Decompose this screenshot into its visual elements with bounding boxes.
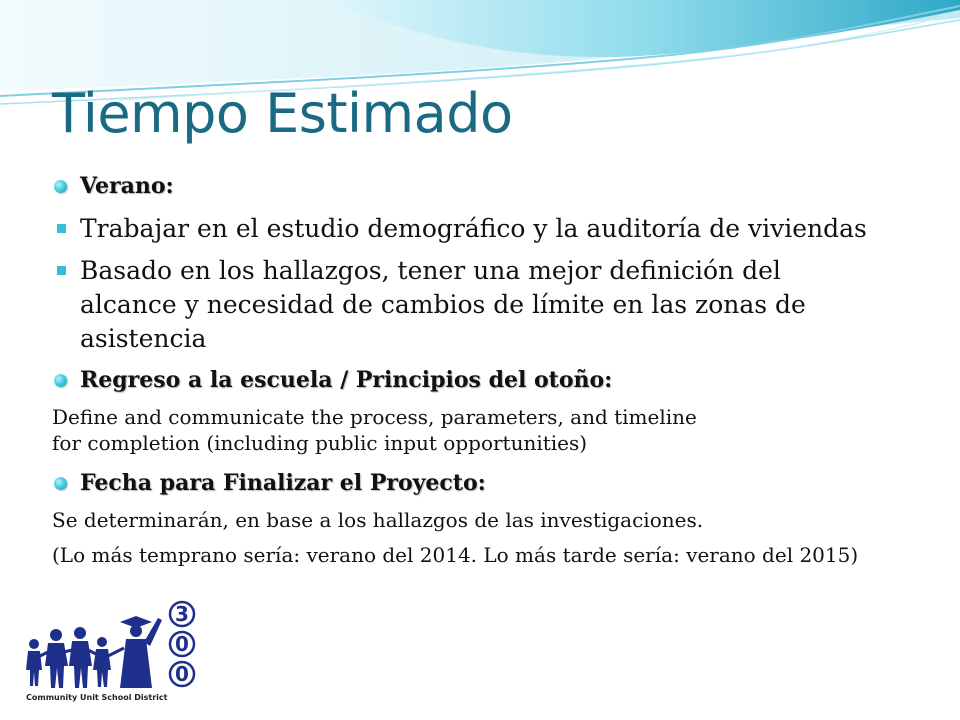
bullet-item: Trabajar en el estudio demográfico y la auditoría de viviendas <box>80 214 867 243</box>
bullet-item-continuation: alcance y necesidad de cambios de límite en las zonas de <box>80 290 806 319</box>
family-graduate-logo-icon <box>24 600 199 695</box>
logo-digit: 0 <box>175 632 189 656</box>
logo-digit: 3 <box>175 602 189 626</box>
bullet-item-continuation: asistencia <box>80 324 207 353</box>
square-bullet-icon <box>57 266 66 275</box>
section-heading-regreso: Regreso a la escuela / Principios del otoño: <box>80 367 613 393</box>
logo-digit: 0 <box>175 662 189 686</box>
section-heading-fecha: Fecha para Finalizar el Proyecto: <box>80 470 486 496</box>
round-bullet-icon <box>54 477 67 490</box>
section-heading-verano: Verano: <box>80 173 174 199</box>
section-text: Se determinarán, en base a los hallazgos de las investigaciones. <box>52 508 704 532</box>
district-logo <box>24 600 199 710</box>
bullet-item: Basado en los hallazgos, tener una mejor definición del <box>80 256 781 285</box>
section-text: for completion (including public input opportunities) <box>52 431 588 455</box>
section-text: Define and communicate the process, parameters, and timeline <box>52 405 697 429</box>
square-bullet-icon <box>57 224 66 233</box>
round-bullet-icon <box>54 180 67 193</box>
slide-title: Tiempo Estimado <box>52 82 513 145</box>
round-bullet-icon <box>54 374 67 387</box>
section-text: (Lo más temprano sería: verano del 2014. Lo más tarde sería: verano del 2015) <box>52 543 859 567</box>
logo-caption: Community Unit School District <box>26 693 168 702</box>
